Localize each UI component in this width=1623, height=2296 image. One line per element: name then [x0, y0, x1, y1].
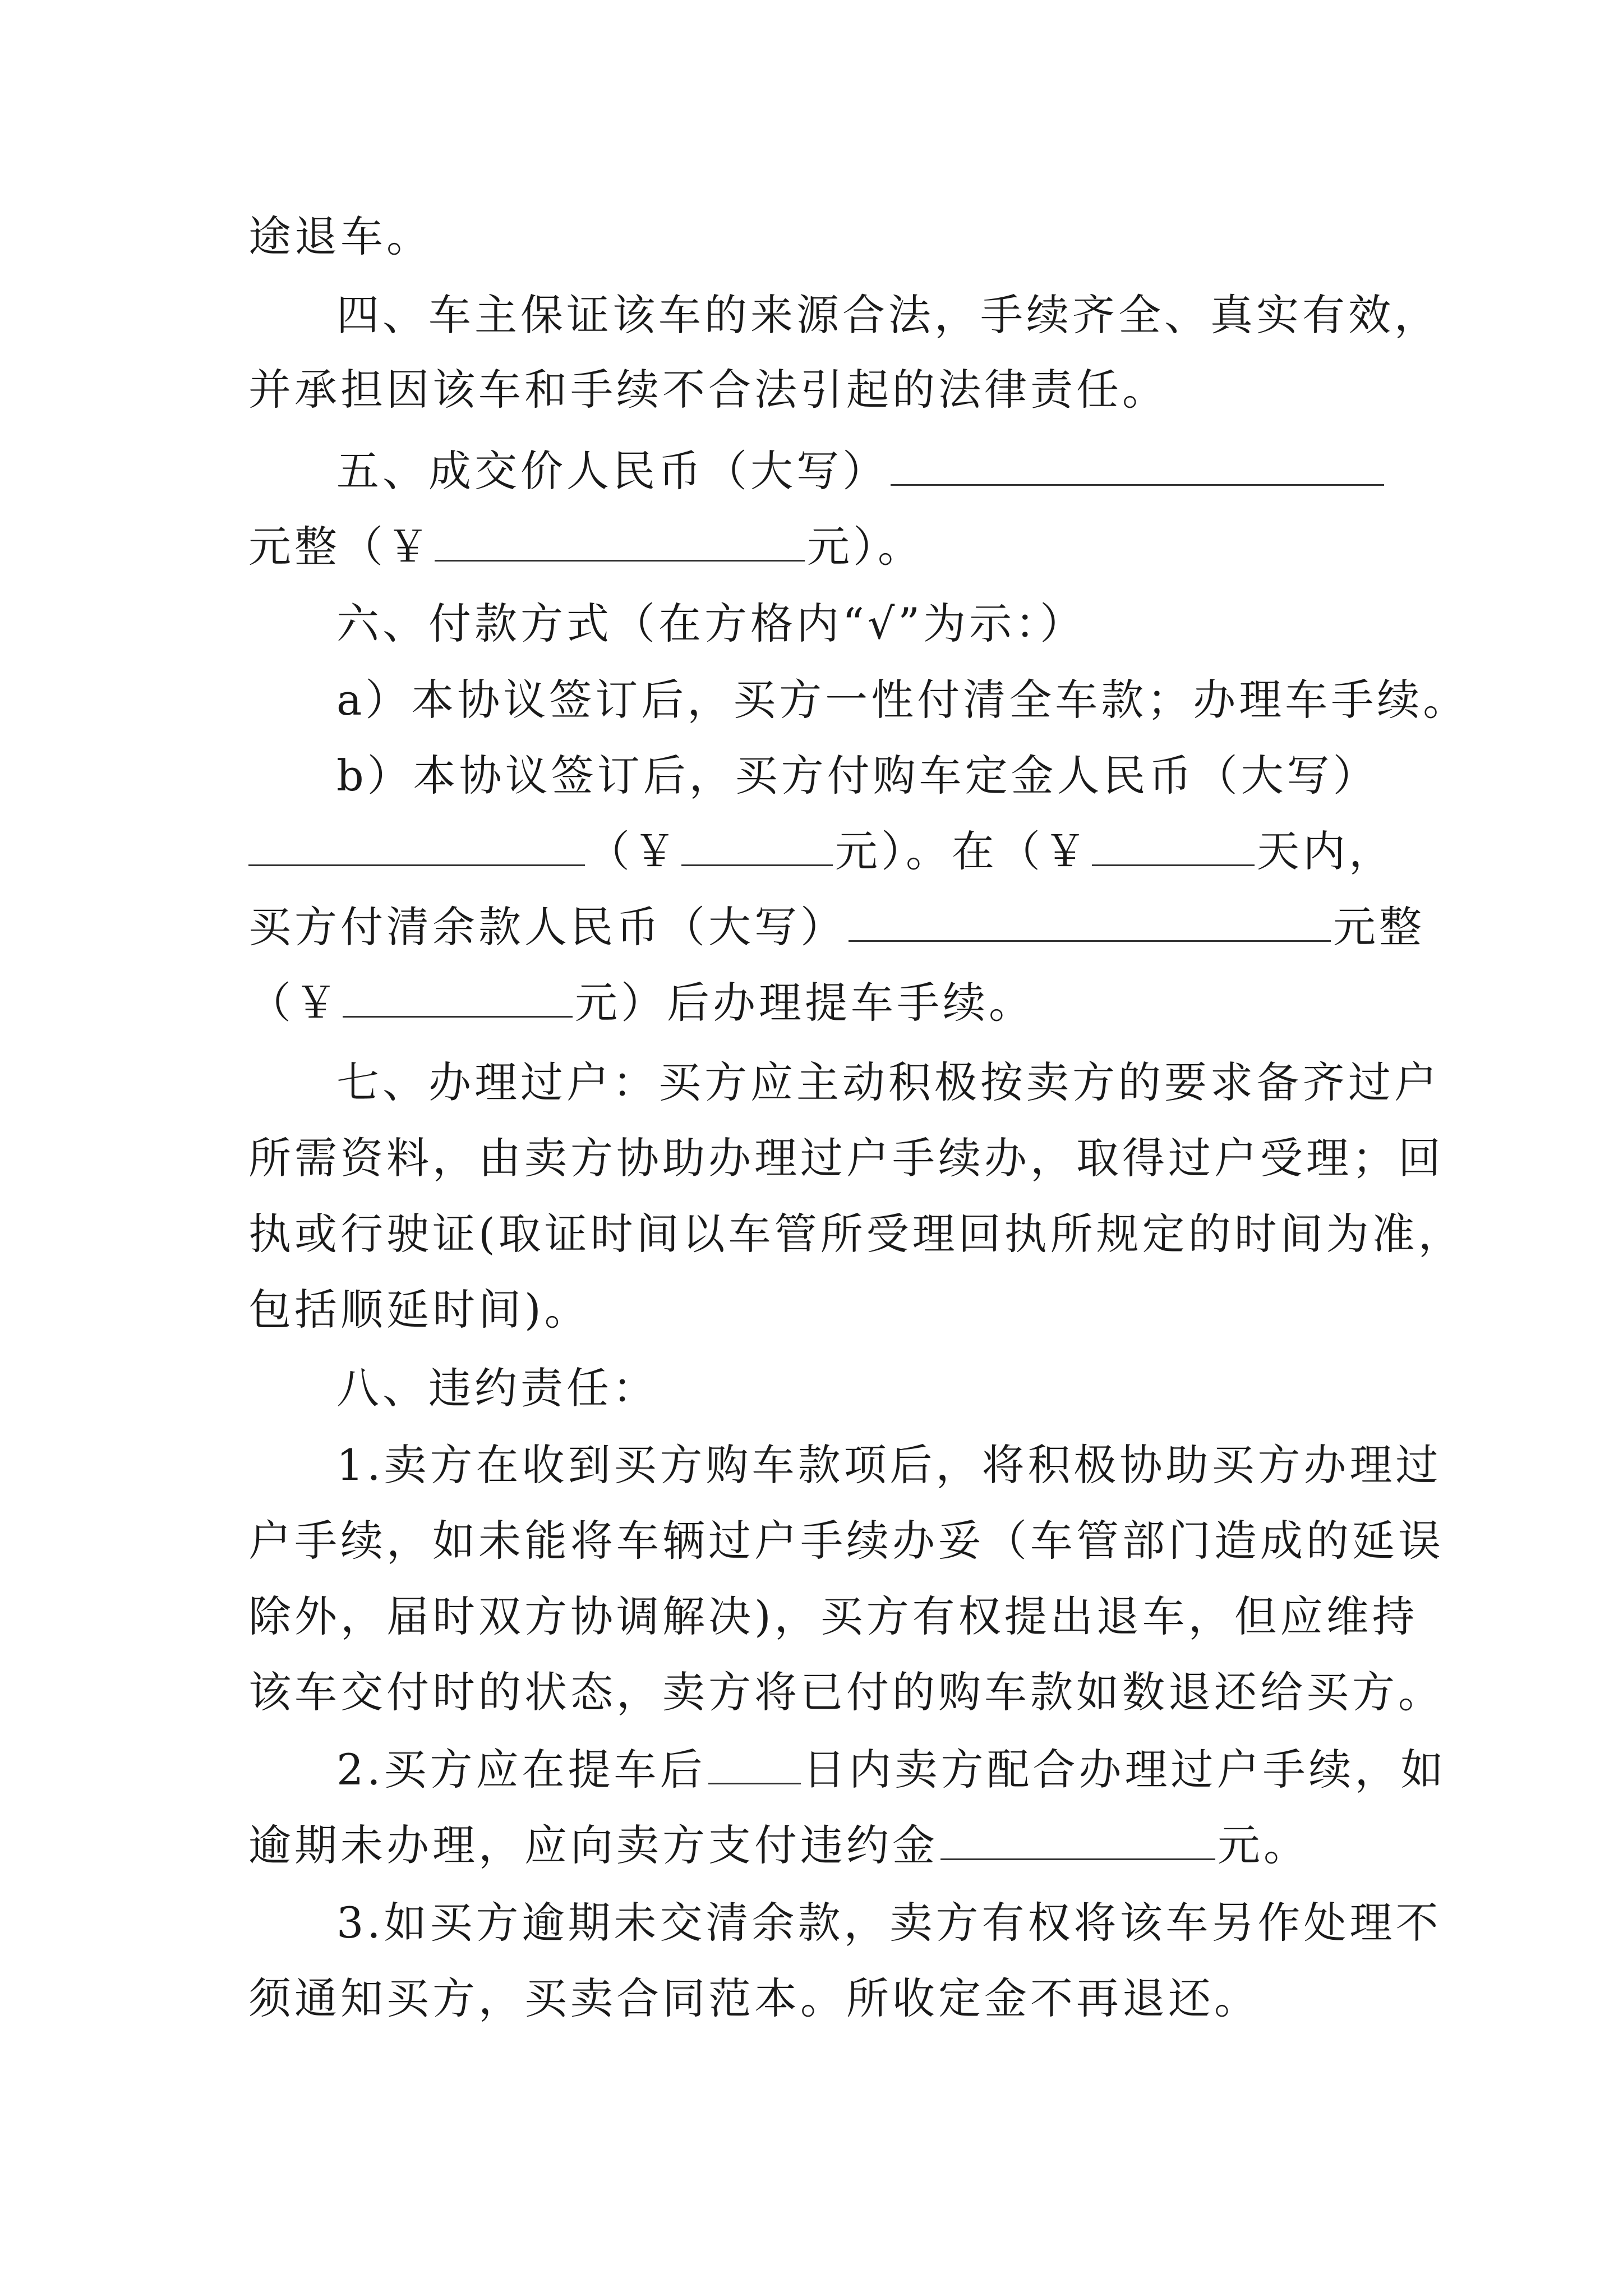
- text: 所需资料，由卖方协助办理过户手续办，取得过户受理；回: [248, 1133, 1444, 1183]
- text: a）本协议签订后，买方一性付清全车款；办理车手续。: [336, 675, 1469, 725]
- text: 八、违约责任：: [336, 1363, 658, 1413]
- text: 2.买方应在提车后: [336, 1745, 706, 1795]
- text: 除外，届时双方协调解决)，买方有权提出退车，但应维持: [248, 1591, 1418, 1641]
- text: （￥: [248, 978, 340, 1028]
- clause-5-line-1: [336, 443, 1386, 499]
- text: 天内，: [1257, 826, 1395, 876]
- clause-7-line-4: [248, 1282, 591, 1338]
- text: 元）后办理提车手续。: [575, 978, 1035, 1028]
- clause-8-3-line-2: [248, 1971, 1260, 2027]
- text: 包括顺延时间)。: [248, 1285, 591, 1335]
- clause-4-line-2: [248, 362, 1168, 418]
- text: 买方付清余款人民币（大写）: [248, 902, 846, 952]
- text: b）本协议签订后，买方付购车定金人民币（大写）: [336, 751, 1379, 800]
- clause-6-title: [336, 596, 1086, 652]
- text: 户手续，如未能将车辆过户手续办妥（车管部门造成的延误: [248, 1516, 1444, 1566]
- text: 1.卖方在收到买方购车款项后，将积极协助买方办理过: [336, 1440, 1442, 1490]
- text: 逾期未办理，应向卖方支付违约金: [248, 1820, 938, 1870]
- clause-6b-line-3: [248, 899, 1425, 955]
- balance-number-blank[interactable]: [343, 977, 573, 1018]
- clause-8-title: [336, 1360, 658, 1416]
- clause-6b-line-2: [248, 823, 1395, 880]
- text: 元）。在（￥: [835, 826, 1090, 876]
- clause-6b-line-4: [248, 975, 1035, 1031]
- text: 3.如买方逾期未交清余款，卖方有权将该车另作处理不: [336, 1898, 1442, 1948]
- clause-8-3-line-1: [336, 1895, 1442, 1951]
- penalty-blank[interactable]: [940, 1819, 1215, 1860]
- clause-5-line-2: [248, 519, 924, 575]
- text: （￥: [587, 826, 679, 876]
- text: 六、付款方式（在方格内“√”为示：）: [336, 599, 1086, 648]
- clause-8-2-line-2: [248, 1818, 1310, 1874]
- price-number-blank[interactable]: [435, 521, 805, 562]
- clause-7-line-2: [248, 1130, 1444, 1186]
- clause-6a: [336, 672, 1469, 728]
- days-blank[interactable]: [1092, 825, 1255, 866]
- deposit-capital-blank[interactable]: [248, 825, 585, 866]
- clause-8-1-line-3: [248, 1589, 1418, 1645]
- text: 须通知买方，买卖合同范本。所收定金不再退还。: [248, 1973, 1260, 2023]
- balance-capital-blank[interactable]: [849, 901, 1331, 942]
- clause-7-line-3: [248, 1206, 1464, 1262]
- text: 元整（￥: [248, 522, 432, 572]
- clause-8-1-line-4: [248, 1664, 1444, 1720]
- text: 该车交付时的状态，卖方将已付的购车款如数退还给买方。: [248, 1667, 1444, 1717]
- clause-6b-line-1: [336, 748, 1379, 804]
- transfer-days-blank[interactable]: [708, 1743, 801, 1784]
- text: 元。: [1218, 1820, 1310, 1870]
- text: 日内卖方配合办理过户手续，如: [803, 1745, 1447, 1795]
- text: 并承担因该车和手续不合法引起的法律责任。: [248, 365, 1168, 415]
- clause-4-line-1: [336, 287, 1440, 343]
- clause-8-1-line-1: [336, 1437, 1442, 1493]
- clause-8-2-line-1: [336, 1742, 1447, 1798]
- text-line: [248, 209, 432, 265]
- text: 七、办理过户：买方应主动积极按卖方的要求备齐过户: [336, 1057, 1440, 1107]
- deposit-number-blank[interactable]: [681, 825, 833, 866]
- text: 执或行驶证(取证时间以车管所受理回执所规定的时间为准，: [248, 1209, 1464, 1259]
- text: 元整: [1333, 902, 1425, 952]
- price-capital-blank[interactable]: [891, 445, 1384, 486]
- text: 五、成交价人民币（大写）: [336, 446, 888, 496]
- text: 四、车主保证该车的来源合法，手续齐全、真实有效，: [336, 290, 1440, 340]
- text: 元）。: [807, 522, 924, 572]
- clause-8-1-line-2: [248, 1513, 1444, 1569]
- clause-7-line-1: [336, 1055, 1440, 1111]
- text: 途退车。: [248, 211, 432, 261]
